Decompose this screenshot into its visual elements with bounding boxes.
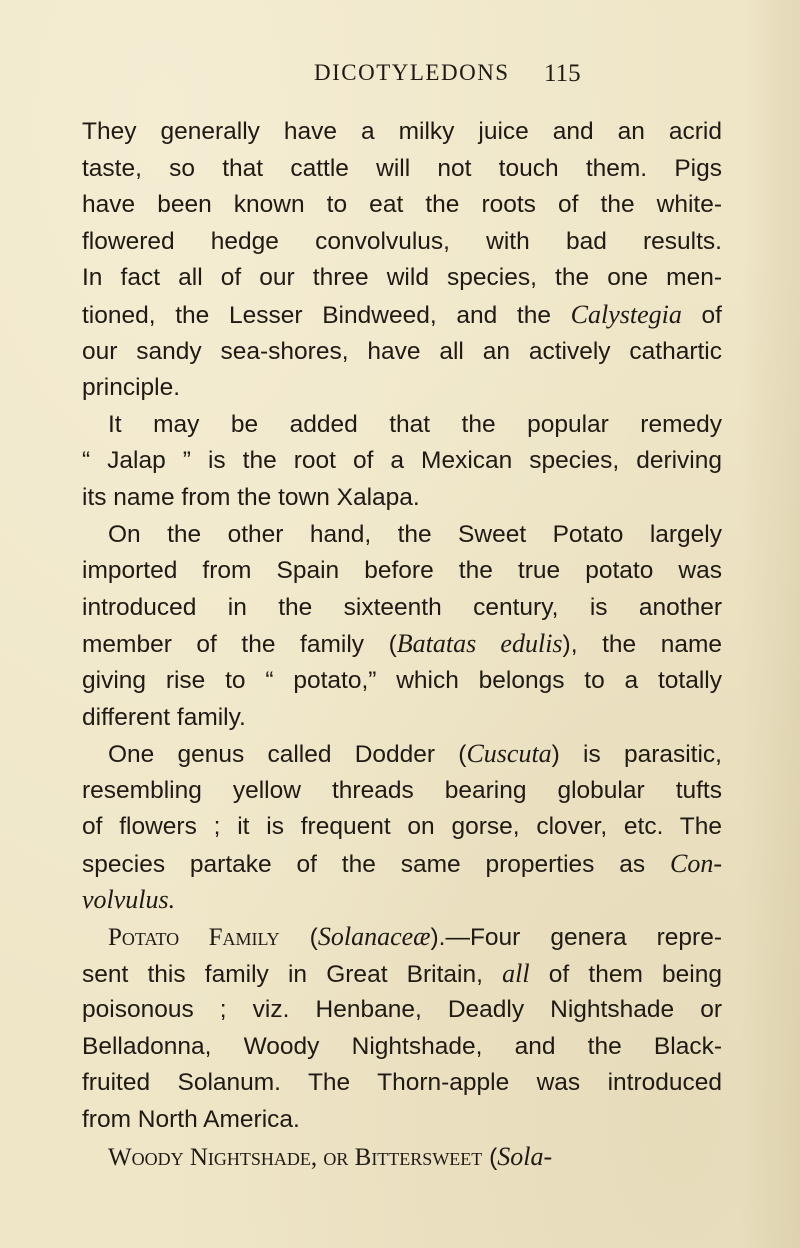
italic-term: Solanaceæ xyxy=(317,922,431,952)
text-line xyxy=(82,992,722,1029)
text-line xyxy=(82,114,722,151)
text-run: flowered hedge convolvulus, with bad results. xyxy=(82,227,722,255)
text-line xyxy=(82,260,722,297)
text-line xyxy=(82,224,722,261)
text-line xyxy=(82,553,722,590)
text-run: of flowers ; it is frequent on gorse, clover, etc. The xyxy=(82,813,722,841)
text-run: member of the family ( xyxy=(82,631,397,659)
text-line xyxy=(82,590,722,627)
page-number: 115 xyxy=(544,60,581,87)
italic-term: Con- xyxy=(670,848,722,878)
text-run: Belladonna, Woody Nightshade, and the Black- xyxy=(82,1032,722,1060)
text-line xyxy=(82,773,722,810)
text-run: One genus called Dodder ( xyxy=(108,741,467,769)
text-run: imported from Spain before the true potato was xyxy=(82,557,722,585)
text-run: have been known to eat the roots of the white- xyxy=(82,191,722,219)
text-run: “ Jalap ” is the root of a Mexican species, deriving xyxy=(82,447,722,475)
text-line xyxy=(82,1029,722,1066)
text-run: sent this family in Great Britain, xyxy=(82,960,503,988)
text-run: of xyxy=(681,301,722,329)
text-line xyxy=(82,1139,722,1176)
text-line xyxy=(82,846,722,883)
text-run: ), the name xyxy=(562,631,722,659)
section-heading: Woody Nightshade, or Bittersweet xyxy=(108,1143,483,1171)
text-line xyxy=(82,809,722,846)
text-run: tioned, the Lesser Bindweed, and the xyxy=(82,301,571,329)
italic-term: Sola- xyxy=(497,1141,553,1171)
text-run: ).—Four genera repre- xyxy=(430,924,722,952)
text-run: They generally have a milky juice and an acrid xyxy=(82,118,722,145)
text-run: ( xyxy=(482,1143,498,1171)
section-heading: Potato Family xyxy=(108,924,280,952)
italic-term: Batatas edulis xyxy=(396,629,563,659)
text-line xyxy=(82,663,722,700)
text-run: our sandy sea-shores, have all an actively cathartic xyxy=(82,337,722,365)
text-run: ( xyxy=(279,924,318,952)
running-head: DICOTYLEDONS xyxy=(314,60,510,85)
text-line xyxy=(82,1065,722,1102)
text-run: species partake of the same properties as xyxy=(82,850,670,878)
text-run: In fact all of our three wild species, the one men- xyxy=(82,264,722,292)
italic-term: Cuscuta xyxy=(466,739,552,769)
text-line xyxy=(82,517,722,554)
text-run: ) is parasitic, xyxy=(551,741,722,769)
text-line xyxy=(82,480,722,517)
text-run: from North America. xyxy=(82,1106,300,1134)
text-line xyxy=(82,626,722,663)
text-line xyxy=(82,443,722,480)
text-line xyxy=(82,882,722,919)
italic-term: Calystegia xyxy=(570,299,682,329)
text-line xyxy=(82,334,722,371)
text-line xyxy=(82,297,722,334)
text-run: introduced in the sixteenth century, is another xyxy=(82,593,722,621)
text-run: different family. xyxy=(82,703,246,731)
text-line xyxy=(82,370,722,407)
text-run: fruited Solanum. The Thorn-apple was introduced xyxy=(82,1069,722,1097)
text-run: poisonous ; viz. Henbane, Deadly Nightshade or xyxy=(82,996,722,1024)
text-run: It may be added that the popular remedy xyxy=(108,410,722,438)
text-line xyxy=(82,700,722,737)
text-run: giving rise to “ potato,” which belongs to a totally xyxy=(82,666,722,694)
text-run: On the other hand, the Sweet Potato largely xyxy=(108,520,722,548)
italic-term: all xyxy=(502,958,530,988)
text-run: of them being xyxy=(529,960,722,988)
page-header xyxy=(0,60,800,90)
text-run: resembling yellow threads bearing globular tufts xyxy=(82,776,722,804)
text-run: its name from the town Xalapa. xyxy=(82,483,420,511)
text-line xyxy=(82,736,722,773)
text-run: taste, so that cattle will not touch them. Pigs xyxy=(82,154,722,182)
text-line xyxy=(82,187,722,224)
text-line xyxy=(82,151,722,188)
text-line xyxy=(82,956,722,993)
text-run: principle. xyxy=(82,374,181,402)
italic-term: volvulus. xyxy=(82,885,176,915)
text-line xyxy=(82,919,722,956)
text-line xyxy=(82,1102,722,1139)
page-edge-shadow xyxy=(740,0,800,1248)
text-line xyxy=(82,407,722,444)
body-text xyxy=(82,114,722,1175)
